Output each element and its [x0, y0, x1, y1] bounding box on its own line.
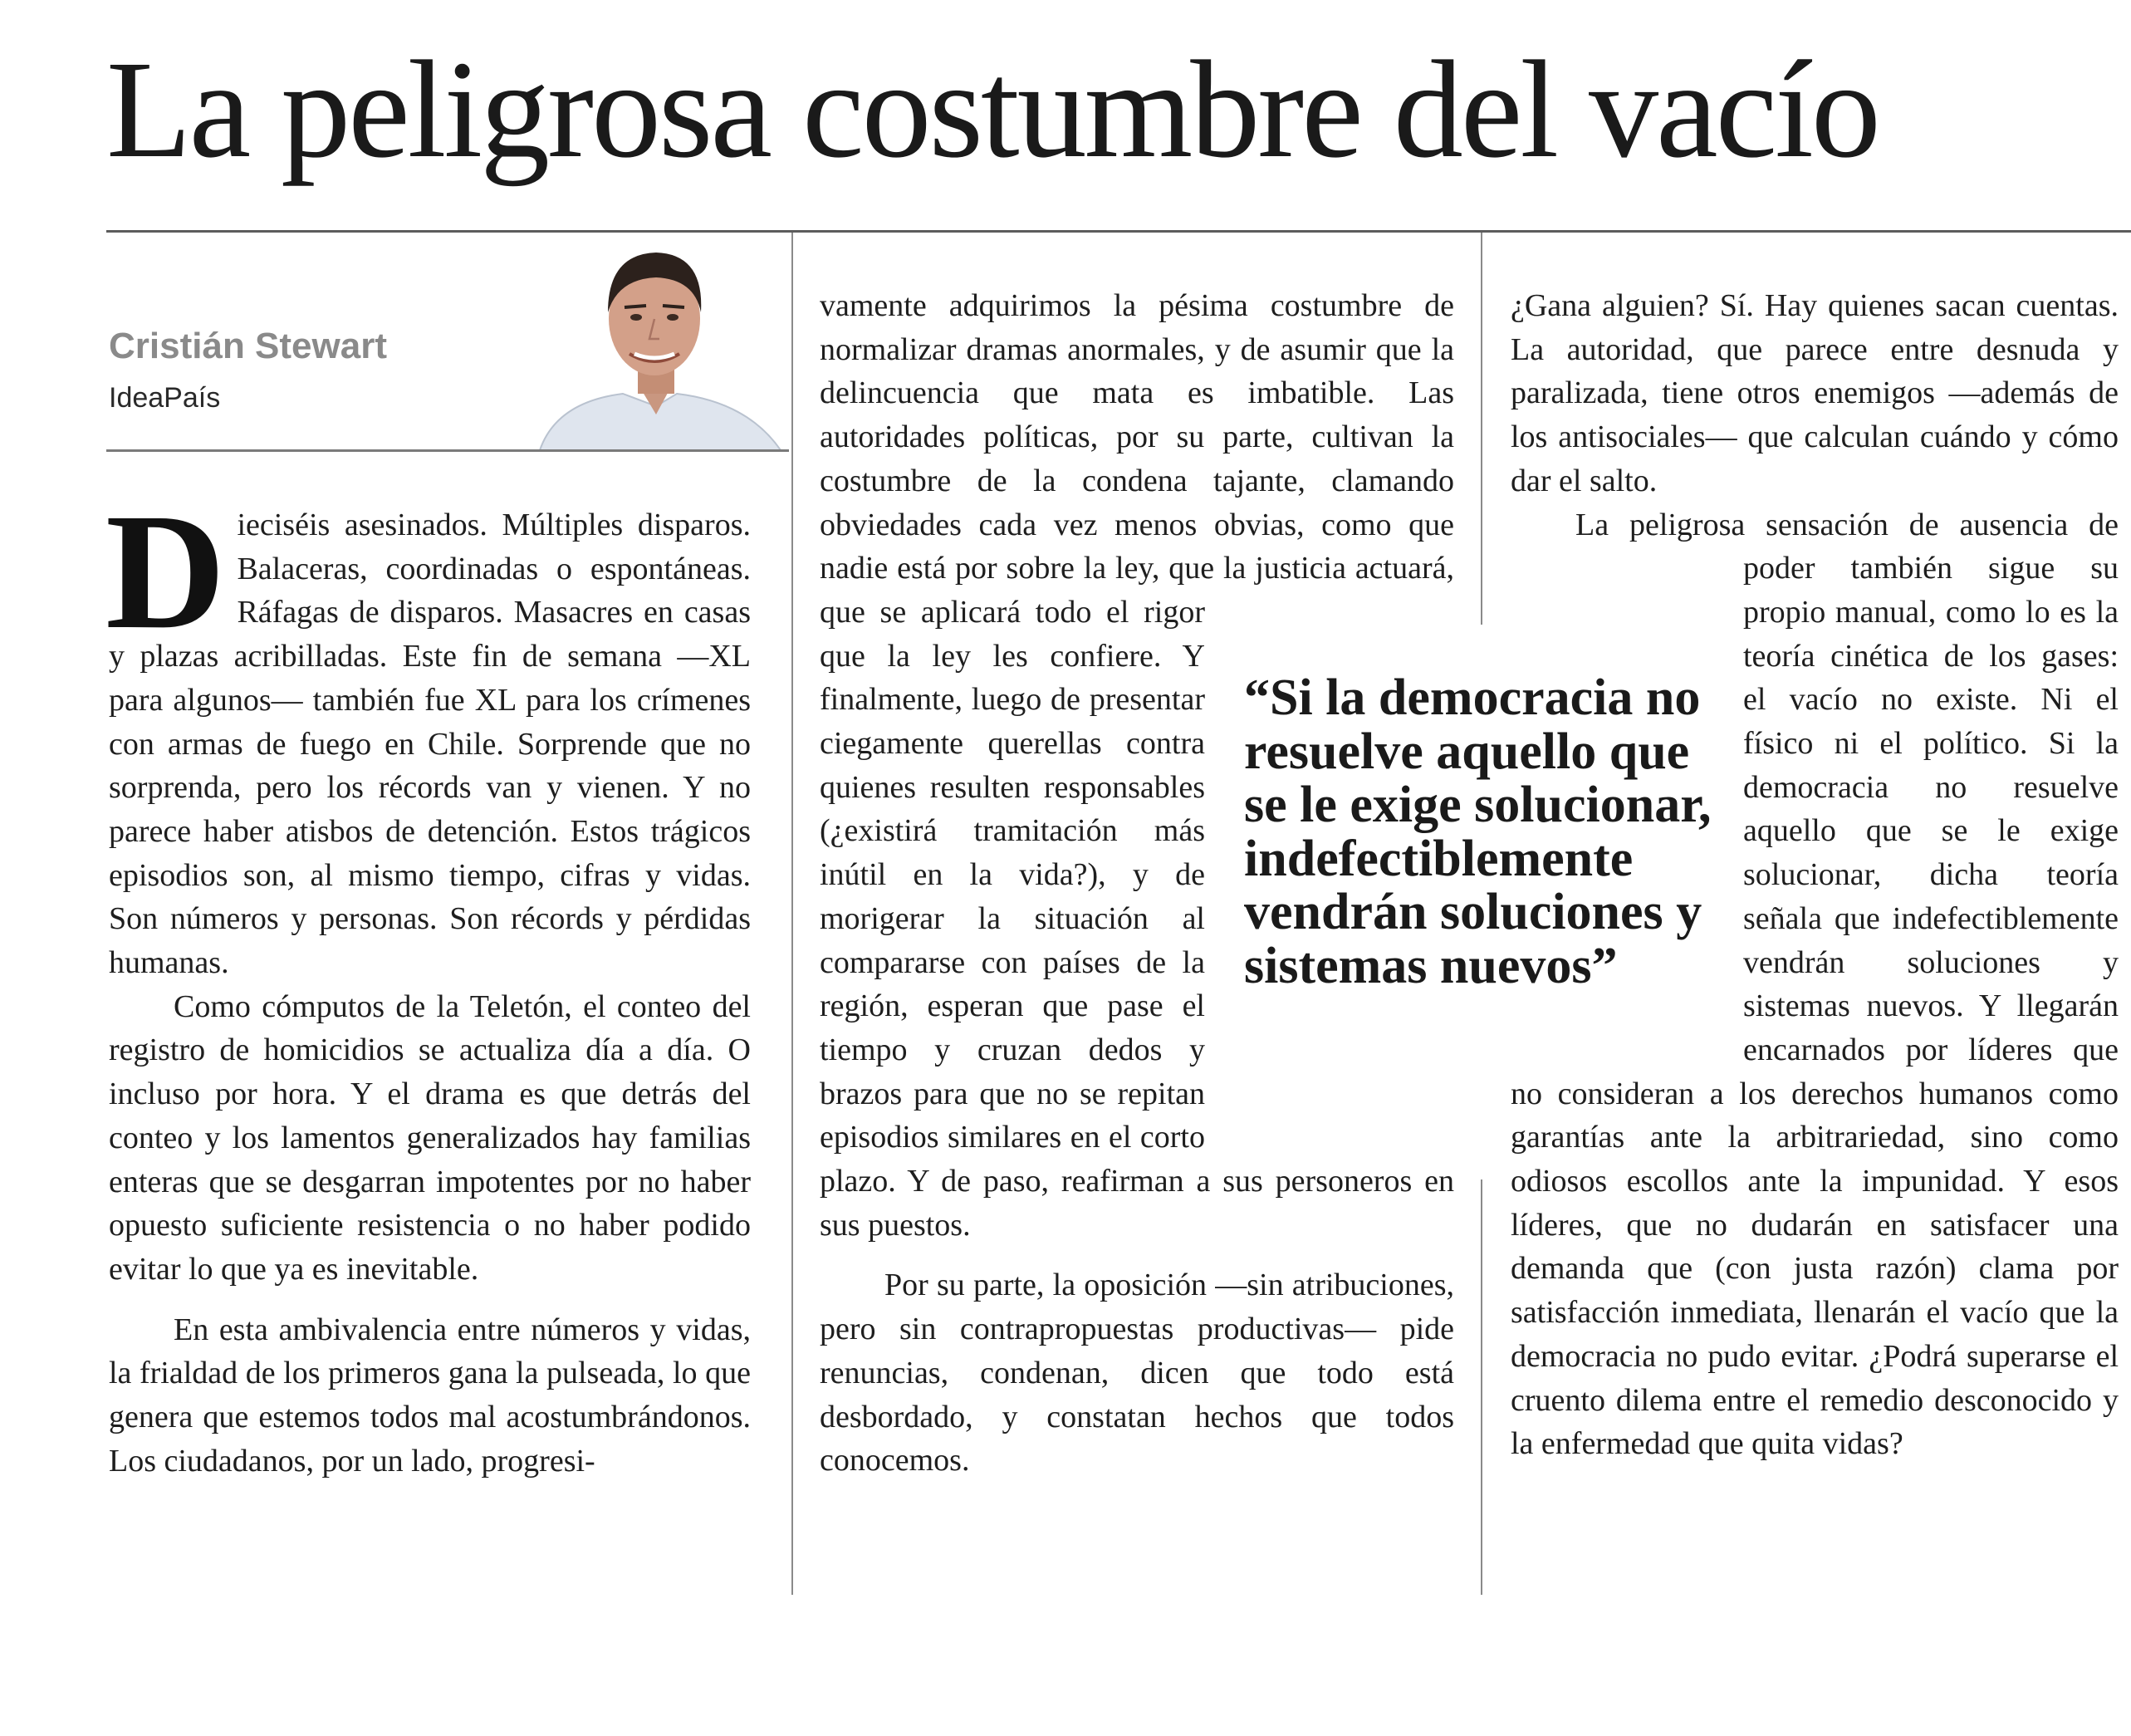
- headline: La peligrosa costumbre del vacío: [106, 32, 1879, 187]
- column-divider: [791, 233, 793, 1595]
- paragraph: La peligrosa sensación de ausencia de poder también sigue su propio manual, como lo es la teoría cinética de los gases: el vacío no existe. Ni el físico ni el político. Si la democracia no resuelve aquello que se le exige solucionar, dicha teoría señala que indefectiblemente vendrán soluciones y sistemas nuevos. Y llegarán encarnados por líderes que no consideran a los derechos humanos como garantías ante la arbitrariedad, sino como odiosos escollos ante la impunidad. Y esos líderes, que no dudarán en satisfacer una demanda que (con justa razón) clama por satisfacción inmediata, llenarán el vacío que la democracia no pudo evitar. ¿Podrá superarse el cruento dilema entre el remedio desconocido y la enfermedad que quita vidas?: [1511, 507, 2119, 1462]
- paragraph: ¿Gana alguien? Sí. Hay quienes sacan cuentas. La autoridad, que parece entre desnuda y paralizada, tiene otros enemigos —además de los antisociales— que calculan cuándo y cómo dar el salto.: [1511, 288, 2119, 498]
- paragraph: Dieciséis asesinados. Múltiples disparos. Balaceras, coordinadas o espontáneas. Ráfagas de disparos. Masacres en casas y plazas acribilladas. Este fin de semana —XL para algunos— también fue XL para los crímenes con armas de fuego en Chile. Sorprende que no sorprenda, pero los récords van y vienen. Y no parece haber atisbos de detención. Estos trágicos episodios son, al mismo tiempo, cifras y vidas. Son números y personas. Son récords y pérdidas humanas.: [105, 480, 751, 981]
- paragraph: Por su parte, la oposición —sin atribuciones, pero sin contrapropuestas productivas— pide renuncias, condenan, dicen que todo está desbordado, y constatan hechos que todos conocemos.: [820, 1268, 1454, 1479]
- column-divider: [1481, 233, 1482, 625]
- paragraph: vamente adquirimos la pésima costumbre de normalizar dramas anormales, y de asumir que la delincuencia que mata es imbatible. Las autoridades políticas, por su parte, cultivan la costumbre de la condena tajante, clamando obviedades cada vez menos obvias, como que nadie está por sobre la ley, que la justicia actuará, que se aplicará todo el rigor que la ley les confiere. Y finalmente, luego de presentar ciegamente querellas contra quienes resulten responsables (¿existirá tramitación más inútil en la vida?), y de morigerar la situación al compararse con países de la región, esperan que pase el tiempo y cruzan dedos y brazos para que no se repitan episodios similares en el corto plazo. Y de paso, reafirman a sus personeros en sus puestos.: [820, 288, 1454, 1243]
- drop-cap: D: [105, 480, 226, 664]
- paragraph: En esta ambivalencia entre números y vidas, la frialdad de los primeros gana la pulseada, lo que genera que estemos todos mal acostumbrándonos. Los ciudadanos, por un lado, progresi-: [109, 1312, 751, 1479]
- author-name: Cristián Stewart: [109, 326, 387, 366]
- column-1: [105, 480, 751, 1483]
- author-affiliation: IdeaPaís: [109, 382, 221, 414]
- column-divider: [1481, 1179, 1482, 1595]
- paragraph: Como cómputos de la Teletón, el conteo del registro de homicidios se actualiza día a día. O incluso por hora. Y el drama es que detrás del conteo y los lamentos generalizados hay familias enteras que se desgarran impotentes por no haber opuesto suficiente resistencia o no haber podido evitar lo que ya es inevitable.: [109, 988, 751, 1287]
- author-portrait: [532, 236, 791, 450]
- pull-quote: “Si la democracia no resuelve aquello que se le exige solucionar, indefectiblemente vendrán soluciones y sistemas nuevos”: [1244, 669, 1712, 994]
- byline-rule: [106, 449, 789, 452]
- top-rule: [106, 230, 2131, 233]
